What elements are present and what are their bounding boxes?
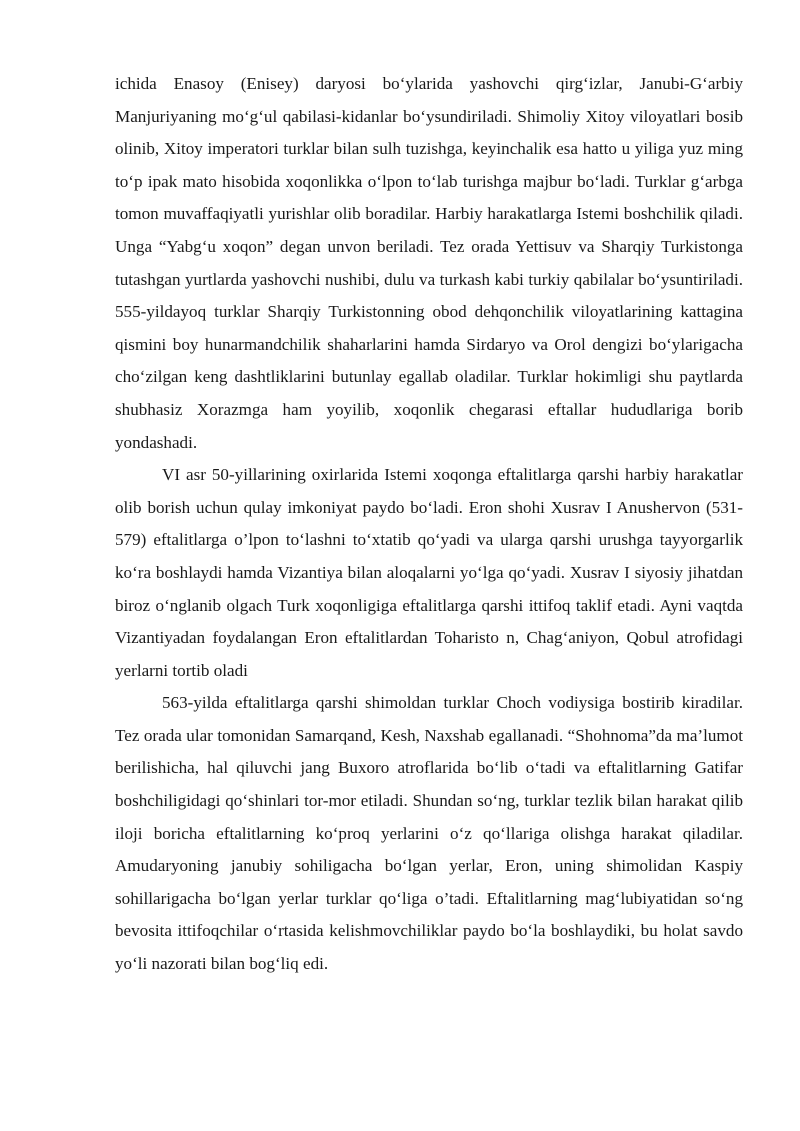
paragraph-continuation: ichida Enasoy (Enisey) daryosi bo‘ylarida yashovchi qirg‘izlar, Janubi-G‘arbiy Manjuriyaning mo‘g‘ul qabilasi-kidanlar bo‘ysundiriladi. Shimoliy Xitoy viloyatlari bosib olinib, Xitoy imperatori turklar bilan sulh tuzishga, keyinchalik esa hatto u yiliga yuz ming to‘p ipak mato hisobida xoqonlikka o‘lpon to‘lab turishga majbur bo‘ladi. Turklar g‘arbga tomon muvaffaqiyatli yurishlar olib boradilar. Harbiy harakatlarga Istemi boshchilik qiladi. Unga “Yabg‘u xoqon” degan unvon beriladi. Tez orada Yettisuv va Sharqiy Turkistonga tutashgan yurtlarda yashovchi nushibi, dulu va turkash kabi turkiy qabilalar bo‘ysuntiriladi. 555-yildayoq turklar Sharqiy Turkistonning obod dehqonchilik viloyatlarining kattagina qismini boy hunarmandchilik shaharlarini hamda Sirdaryo va Orol dengizi bo‘ylarigacha cho‘zilgan keng dashtliklarini butunlay egallab oladilar. Turklar hokimligi shu paytlarda shubhasiz Xorazmga ham yoyilib, xoqonlik chegarasi eftallar hududlariga borib yondashadi.	[115, 74, 743, 452]
document-page	[115, 68, 743, 981]
paragraph-563-campaign: 563-yilda eftalitlarga qarshi shimoldan turklar Choch vodiysiga bostirib kiradilar. Tez orada ular tomonidan Samarqand, Kesh, Naxshab egallanadi. “Shohnoma”da ma’lumot berilishicha, hal qiluvchi jang Buxoro atroflarida bo‘lib o‘tadi va eftalitlarning Gatifar boshchiligidagi qo‘shinlari tor-mor etiladi. Shundan so‘ng, turklar tezlik bilan harakat qilib iloji boricha eftalitlarning ko‘proq yerlarini o‘z qo‘llariga olishga harakat qiladilar. Amudaryoning janubiy sohiligacha bo‘lgan yerlar, Eron, uning shimolidan Kaspiy sohillarigacha bo‘lgan yerlar turklar qo‘liga o’tadi. Eftalitlarning mag‘lubiyatidan so‘ng bevosita ittifoqchilar o‘rtasida kelishmovchiliklar paydo bo‘la boshlaydiki, bu holat savdo yo‘li nazorati bilan bog‘liq edi.	[115, 693, 743, 974]
paragraph-istemi-eftalites: VI asr 50-yillarining oxirlarida Istemi xoqonga eftalitlarga qarshi harbiy harakatlar olib borish uchun qulay imkoniyat paydo bo‘ladi. Eron shohi Xusrav I Anushervon (531-579) eftalitlarga o’lpon to‘lashni to‘xtatib qo‘yadi va ularga qarshi urushga tayyorgarlik ko‘ra boshlaydi hamda Vizantiya bilan aloqalarni yo‘lga qo‘yadi. Xusrav I siyosiy jihatdan biroz o‘nglanib olgach Turk xoqonligiga eftalitlarga qarshi ittifoq taklif etadi. Ayni vaqtda Vizantiyadan foydalangan Eron eftalitlardan Toharisto n, Chag‘aniyon, Qobul atrofidagi yerlarni tortib oladi	[115, 465, 743, 680]
